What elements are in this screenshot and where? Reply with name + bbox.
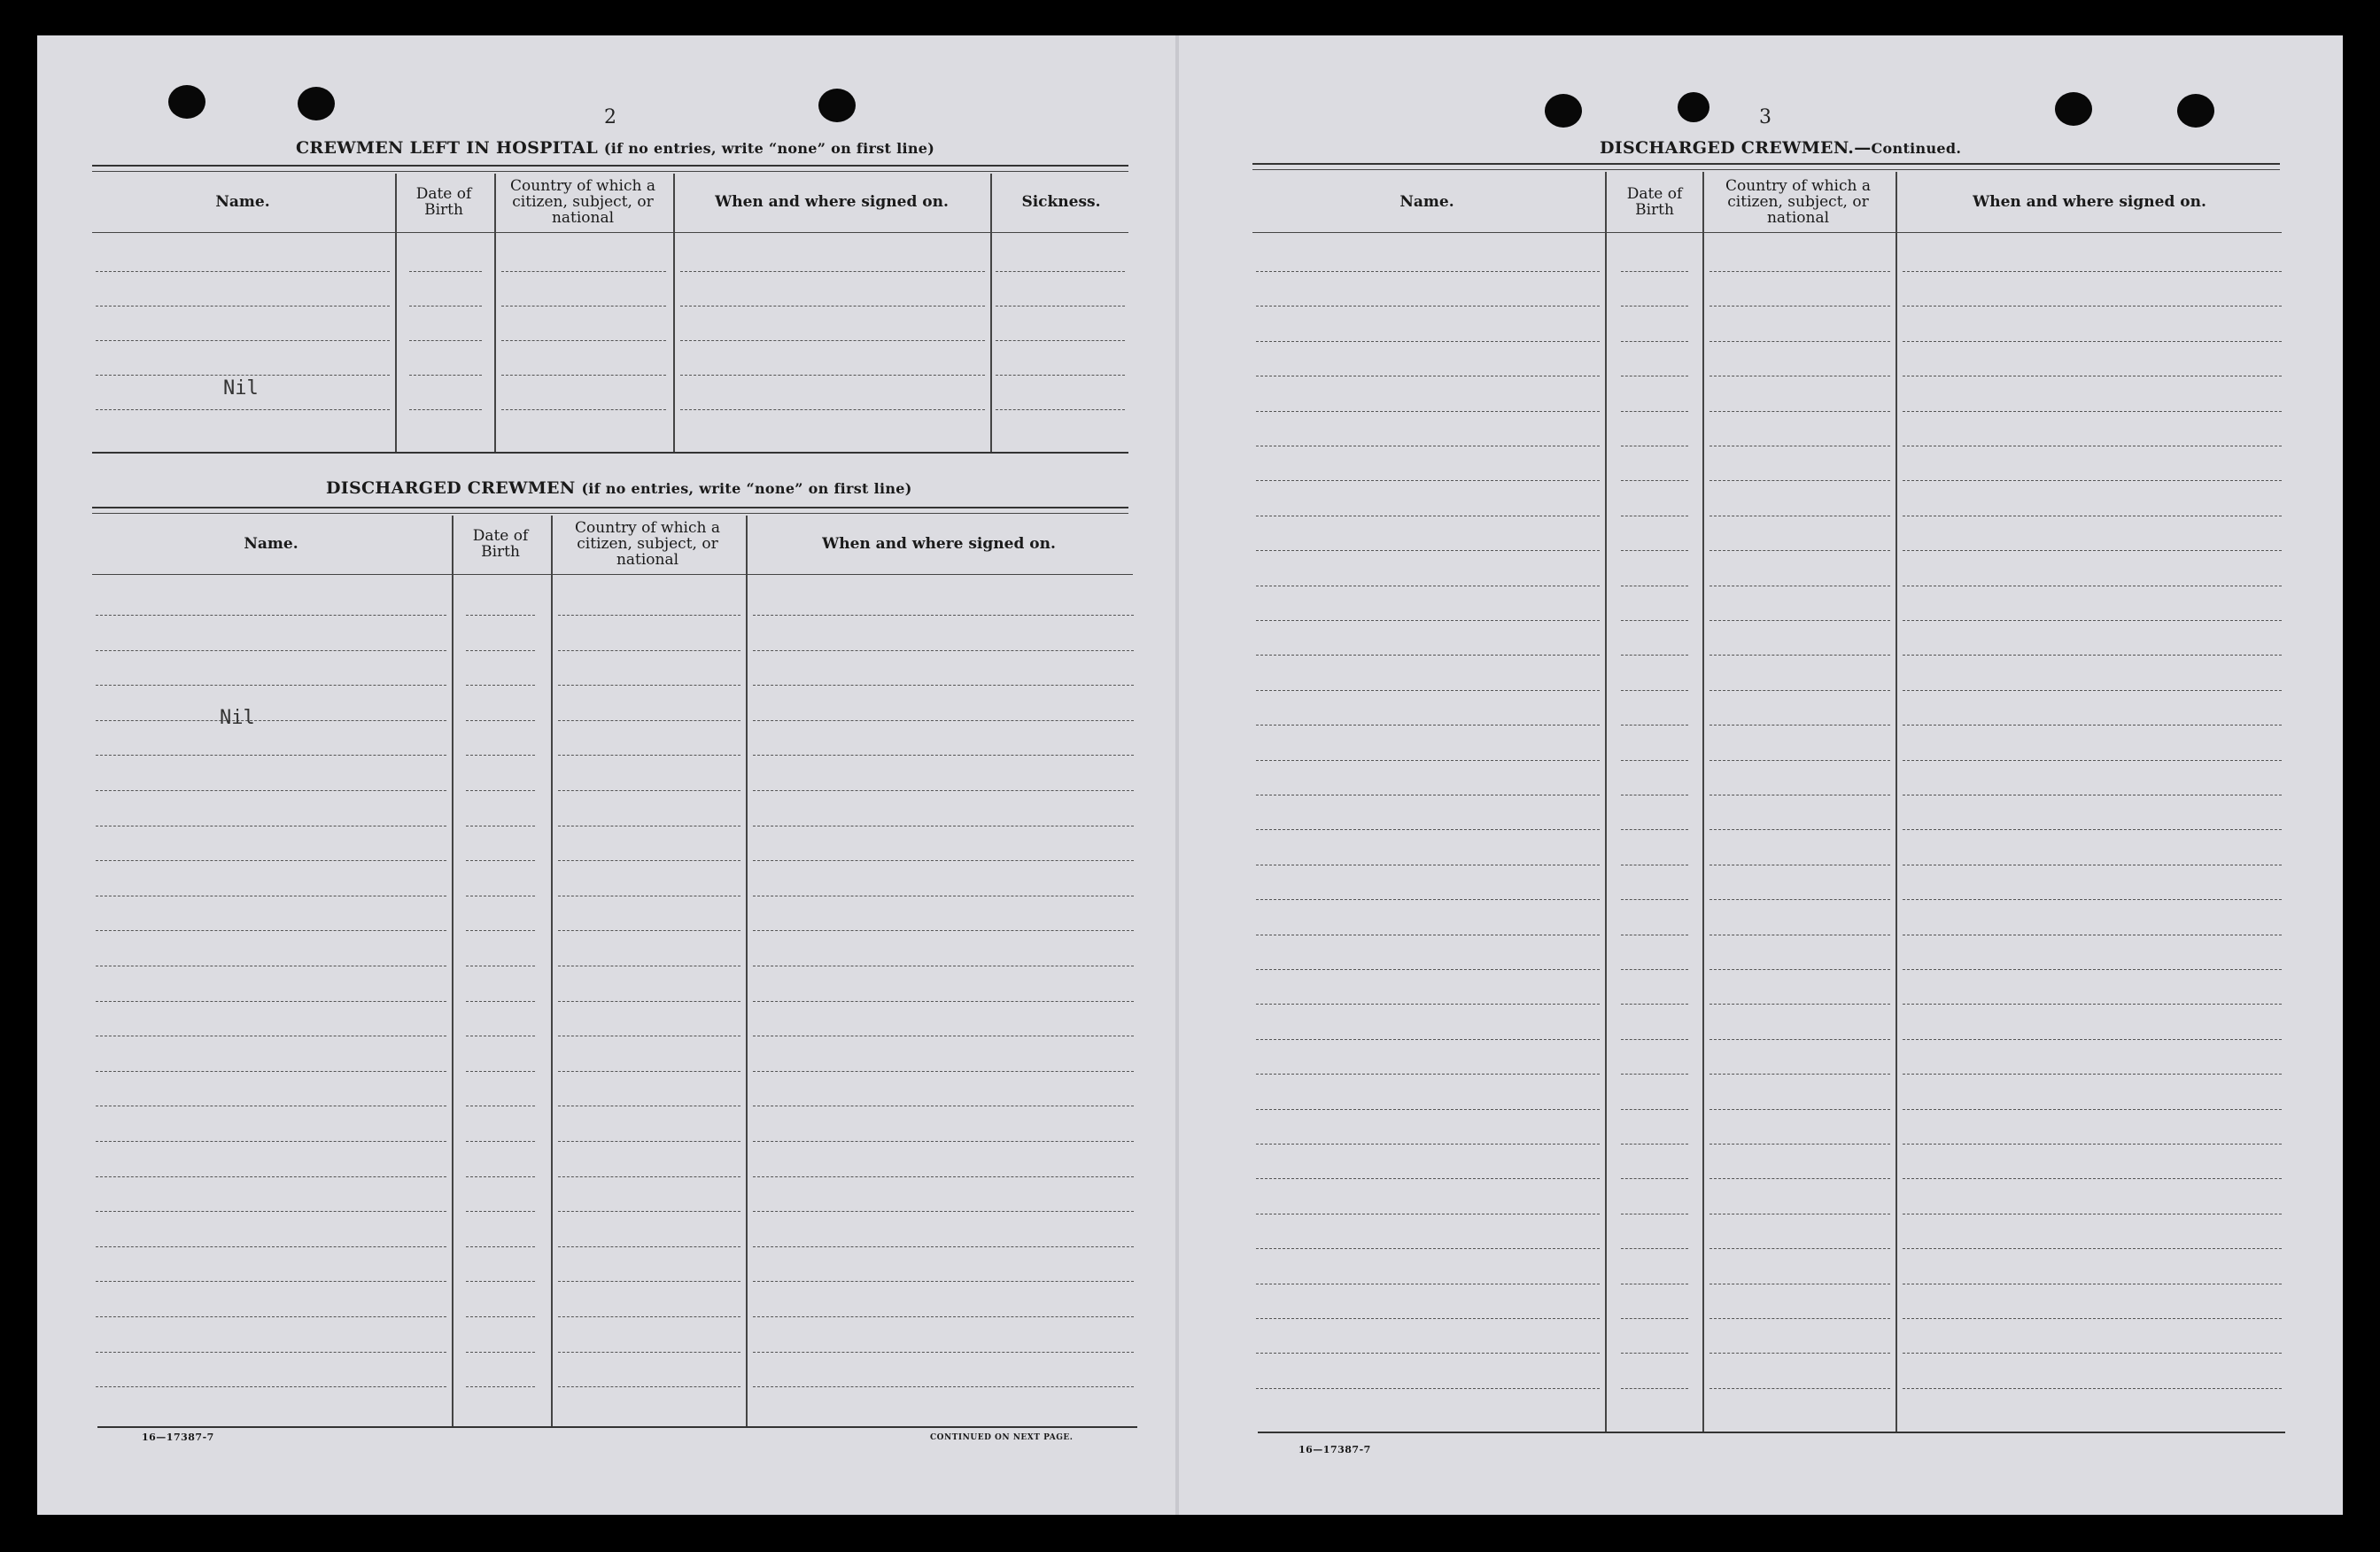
entry-line <box>558 1001 740 1002</box>
entry-line <box>1256 1144 1600 1145</box>
entry-line <box>753 860 1134 861</box>
entry-line <box>558 720 740 721</box>
entry-line <box>96 1316 446 1317</box>
entry-line <box>96 755 446 756</box>
entry-line <box>1256 1004 1600 1005</box>
entry-line <box>1621 480 1688 481</box>
entry-line <box>1709 411 1890 412</box>
entry-line <box>1621 899 1688 900</box>
entry-line <box>466 1071 535 1072</box>
right-col-country: Country of which a citizen, subject, or national <box>1725 177 1871 227</box>
hospital-instruction: (if no entries, write “none” on first line) <box>603 140 935 157</box>
entry-line <box>96 860 446 861</box>
entry-line <box>96 1211 446 1212</box>
entry-line <box>753 685 1134 686</box>
entry-line <box>96 340 390 341</box>
entry-line <box>558 930 740 931</box>
entry-line <box>753 755 1134 756</box>
entry-line <box>753 1386 1134 1387</box>
entry-line <box>501 306 666 307</box>
entry-line <box>1709 1178 1890 1179</box>
entry-line <box>558 1071 740 1072</box>
entry-line <box>558 615 740 616</box>
page-number-right: 3 <box>1759 106 1771 128</box>
entry-line <box>409 340 482 341</box>
entry-line <box>1903 1039 2282 1040</box>
hospital-col-signed: When and where signed on. <box>715 193 949 212</box>
entry-line <box>1256 760 1600 761</box>
page-fold <box>1175 35 1179 1515</box>
entry-line <box>466 685 535 686</box>
entry-line <box>558 650 740 651</box>
right-col-dob: Date of Birth <box>1626 185 1683 219</box>
entry-line <box>96 1352 446 1353</box>
right-header-rule <box>1252 232 2282 233</box>
entry-line <box>96 306 390 307</box>
entry-line <box>1903 341 2282 342</box>
punch-hole <box>1545 94 1582 128</box>
entry-line <box>1709 1318 1890 1319</box>
discharged-col-dob: Date of Birth <box>472 527 529 561</box>
entry-line <box>1621 1178 1688 1179</box>
entry-line <box>1709 271 1890 272</box>
entry-line <box>1621 271 1688 272</box>
entry-line <box>753 1176 1134 1177</box>
entry-line <box>466 1001 535 1002</box>
entry-line <box>96 1071 446 1072</box>
hospital-col-name: Name. <box>215 193 270 212</box>
entry-line <box>1621 306 1688 307</box>
entry-line <box>753 1352 1134 1353</box>
entry-line <box>466 650 535 651</box>
entry-line <box>1903 1004 2282 1005</box>
entry-line <box>1621 1039 1688 1040</box>
entry-line <box>409 409 482 410</box>
discharged-col-name: Name. <box>244 535 298 554</box>
entry-line <box>501 340 666 341</box>
discharged-title-text: DISCHARGED CREWMEN <box>326 478 576 498</box>
entry-line <box>1903 1353 2282 1354</box>
page-number-left: 2 <box>604 106 616 128</box>
entry-line <box>1903 306 2282 307</box>
entry-line <box>1709 1248 1890 1249</box>
entry-line <box>1256 480 1600 481</box>
entry-line <box>996 306 1125 307</box>
entry-line <box>1621 760 1688 761</box>
document-sheet <box>37 35 2343 1515</box>
right-col-signed: When and where signed on. <box>1973 193 2206 212</box>
hospital-col-sickness: Sickness. <box>1021 193 1101 212</box>
right-title-text: DISCHARGED CREWMEN.— <box>1600 138 1872 158</box>
entry-line <box>1709 725 1890 726</box>
entry-line <box>1903 1109 2282 1110</box>
entry-line <box>1903 620 2282 621</box>
entry-line <box>1256 1109 1600 1110</box>
entry-line <box>1256 1039 1600 1040</box>
entry-line <box>409 271 482 272</box>
right-form-number: 16—17387-7 <box>1299 1444 1371 1455</box>
entry-line <box>680 340 985 341</box>
entry-line <box>501 409 666 410</box>
discharged-top-rule-2 <box>92 513 1128 514</box>
entry-line <box>1709 1004 1890 1005</box>
entry-line <box>680 271 985 272</box>
continued-note: CONTINUED ON NEXT PAGE. <box>930 1433 1074 1442</box>
entry-line <box>96 409 390 410</box>
right-vline <box>1605 172 1607 1433</box>
entry-line <box>1256 1388 1600 1389</box>
entry-line <box>1256 550 1600 551</box>
punch-hole <box>2177 94 2214 128</box>
hospital-col-dob: Date of Birth <box>415 185 472 219</box>
hospital-section-title <box>296 138 934 158</box>
entry-line <box>466 1141 535 1142</box>
entry-line <box>753 930 1134 931</box>
entry-line <box>753 1211 1134 1212</box>
hospital-header-rule <box>92 232 1128 233</box>
entry-line <box>1621 1004 1688 1005</box>
right-top-rule <box>1252 163 2280 165</box>
entry-line <box>1256 620 1600 621</box>
entry-line <box>1621 969 1688 970</box>
entry-line <box>1621 690 1688 691</box>
entry-line <box>1621 1353 1688 1354</box>
punch-hole <box>298 87 335 120</box>
entry-line <box>1256 829 1600 830</box>
entry-line <box>1709 829 1890 830</box>
discharged-vline <box>551 516 553 1426</box>
entry-line <box>996 271 1125 272</box>
discharged-vline <box>746 516 748 1426</box>
entry-line <box>1256 1353 1600 1354</box>
entry-line <box>558 1141 740 1142</box>
entry-line <box>1709 760 1890 761</box>
hospital-top-rule-2 <box>92 171 1128 172</box>
entry-line <box>1621 550 1688 551</box>
entry-line <box>558 790 740 791</box>
entry-line <box>466 860 535 861</box>
entry-line <box>1709 655 1890 656</box>
entry-line <box>1903 760 2282 761</box>
entry-line <box>96 1281 446 1282</box>
entry-line <box>1903 1074 2282 1075</box>
entry-line <box>1709 306 1890 307</box>
entry-line <box>558 685 740 686</box>
entry-line <box>1621 1144 1688 1145</box>
entry-line <box>753 615 1134 616</box>
right-title-suffix: Continued. <box>1871 140 1962 157</box>
entry-line <box>753 1281 1134 1282</box>
entry-line <box>1709 899 1890 900</box>
entry-line <box>96 790 446 791</box>
entry-line <box>501 271 666 272</box>
entry-line <box>753 1071 1134 1072</box>
entry-line <box>753 1001 1134 1002</box>
entry-line <box>1709 1388 1890 1389</box>
entry-line <box>466 720 535 721</box>
entry-line <box>1621 1388 1688 1389</box>
entry-line <box>466 930 535 931</box>
entry-line <box>1709 1039 1890 1040</box>
entry-line <box>96 375 390 376</box>
entry-line <box>1903 550 2282 551</box>
entry-line <box>996 375 1125 376</box>
entry-line <box>1903 271 2282 272</box>
discharged-vline <box>452 516 454 1426</box>
entry-line <box>1709 1144 1890 1145</box>
entry-line <box>1256 306 1600 307</box>
entry-line <box>1709 480 1890 481</box>
hospital-vline <box>673 174 675 452</box>
entry-line <box>1621 411 1688 412</box>
entry-line <box>1621 341 1688 342</box>
entry-line <box>753 1316 1134 1317</box>
left-bottom-rule <box>97 1426 1137 1428</box>
entry-line <box>1903 829 2282 830</box>
entry-line <box>1903 1248 2282 1249</box>
entry-line <box>753 1246 1134 1247</box>
hospital-bottom-rule <box>92 452 1128 454</box>
entry-line <box>1903 1318 2282 1319</box>
entry-line <box>680 409 985 410</box>
entry-line <box>996 409 1125 410</box>
entry-line <box>96 615 446 616</box>
entry-line <box>96 1141 446 1142</box>
entry-line <box>466 755 535 756</box>
entry-line <box>1709 620 1890 621</box>
entry-line <box>466 1211 535 1212</box>
entry-line <box>1903 1178 2282 1179</box>
entry-line <box>753 720 1134 721</box>
entry-line <box>466 1246 535 1247</box>
right-section-title <box>1600 138 1961 158</box>
entry-line <box>466 1352 535 1353</box>
entry-line <box>996 340 1125 341</box>
entry-line <box>558 1386 740 1387</box>
entry-line <box>558 1316 740 1317</box>
entry-line <box>1256 1074 1600 1075</box>
entry-line <box>466 1386 535 1387</box>
entry-line <box>1256 1318 1600 1319</box>
hospital-vline <box>395 174 397 452</box>
entry-line <box>1903 1144 2282 1145</box>
entry-line <box>1621 655 1688 656</box>
entry-line <box>1709 1074 1890 1075</box>
entry-line <box>1256 725 1600 726</box>
punch-hole <box>168 85 205 119</box>
entry-line <box>1256 690 1600 691</box>
entry-line <box>1903 1388 2282 1389</box>
entry-line <box>558 1246 740 1247</box>
entry-line <box>1621 1109 1688 1110</box>
entry-line <box>753 790 1134 791</box>
left-form-number: 16—17387-7 <box>142 1432 214 1443</box>
discharged-instruction: (if no entries, write “none” on first line) <box>581 480 912 497</box>
entry-line <box>753 1141 1134 1142</box>
entry-line <box>1709 969 1890 970</box>
discharged-header-rule <box>92 574 1133 575</box>
entry-line <box>96 650 446 651</box>
discharged-col-country: Country of which a citizen, subject, or national <box>575 519 720 569</box>
right-bottom-rule <box>1258 1432 2285 1433</box>
entry-line <box>1903 725 2282 726</box>
punch-hole <box>2055 92 2092 126</box>
entry-line <box>753 650 1134 651</box>
entry-line <box>558 755 740 756</box>
entry-line <box>1621 1074 1688 1075</box>
entry-line <box>466 1176 535 1177</box>
entry-line <box>96 930 446 931</box>
hospital-top-rule <box>92 165 1128 167</box>
entry-line <box>1621 1248 1688 1249</box>
right-vline <box>1702 172 1704 1433</box>
entry-line <box>501 375 666 376</box>
entry-line <box>680 375 985 376</box>
discharged-entry-nil: Nil <box>220 707 255 729</box>
right-top-rule-2 <box>1252 169 2280 170</box>
discharged-col-signed: When and where signed on. <box>822 535 1056 554</box>
entry-line <box>1709 550 1890 551</box>
discharged-top-rule <box>92 507 1128 508</box>
hospital-col-country: Country of which a citizen, subject, or national <box>510 177 655 227</box>
entry-line <box>1903 655 2282 656</box>
entry-line <box>558 1281 740 1282</box>
entry-line <box>1709 341 1890 342</box>
entry-line <box>466 790 535 791</box>
punch-hole <box>818 89 856 122</box>
hospital-vline <box>990 174 992 452</box>
entry-line <box>1256 341 1600 342</box>
punch-hole <box>1678 92 1709 122</box>
entry-line <box>1621 1318 1688 1319</box>
hospital-entry-nil: Nil <box>223 377 259 400</box>
entry-line <box>1903 899 2282 900</box>
entry-line <box>1256 271 1600 272</box>
entry-line <box>558 1176 740 1177</box>
entry-line <box>409 375 482 376</box>
entry-line <box>466 615 535 616</box>
entry-line <box>466 1316 535 1317</box>
right-col-name: Name. <box>1399 193 1454 212</box>
entry-line <box>1256 1248 1600 1249</box>
entry-line <box>1709 690 1890 691</box>
entry-line <box>1903 690 2282 691</box>
entry-line <box>1256 1178 1600 1179</box>
right-vline <box>1895 172 1897 1433</box>
entry-line <box>1256 969 1600 970</box>
entry-line <box>96 720 446 721</box>
entry-line <box>1621 620 1688 621</box>
entry-line <box>1903 969 2282 970</box>
entry-line <box>558 1211 740 1212</box>
entry-line <box>96 271 390 272</box>
entry-line <box>1621 829 1688 830</box>
entry-line <box>680 306 985 307</box>
entry-line <box>1709 1353 1890 1354</box>
entry-line <box>1903 411 2282 412</box>
entry-line <box>466 1281 535 1282</box>
entry-line <box>1256 411 1600 412</box>
entry-line <box>558 860 740 861</box>
entry-line <box>1621 725 1688 726</box>
entry-line <box>1709 1109 1890 1110</box>
entry-line <box>558 1352 740 1353</box>
entry-line <box>1903 480 2282 481</box>
entry-line <box>1256 655 1600 656</box>
hospital-title-text: CREWMEN LEFT IN HOSPITAL <box>296 138 598 158</box>
entry-line <box>96 685 446 686</box>
entry-line <box>1256 899 1600 900</box>
entry-line <box>96 1246 446 1247</box>
entry-line <box>409 306 482 307</box>
entry-line <box>96 1001 446 1002</box>
discharged-section-title <box>326 478 912 498</box>
entry-line <box>96 1176 446 1177</box>
entry-line <box>96 1386 446 1387</box>
hospital-vline <box>494 174 496 452</box>
